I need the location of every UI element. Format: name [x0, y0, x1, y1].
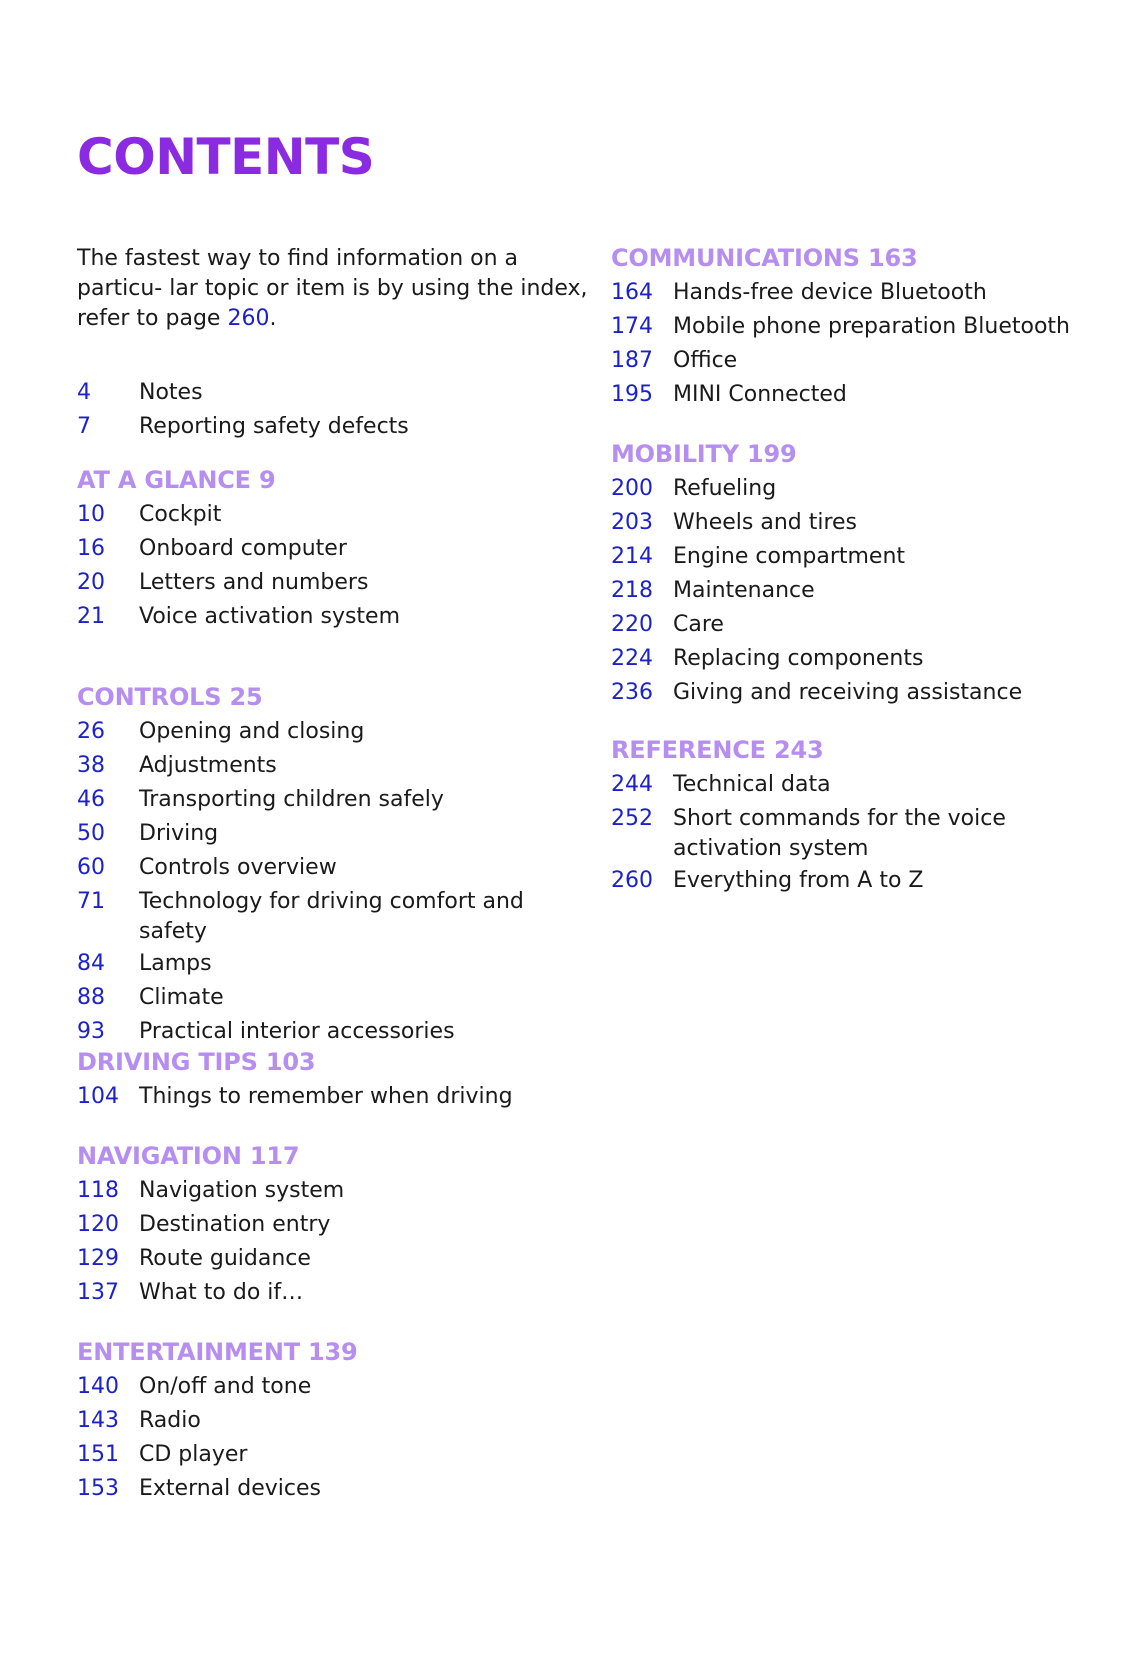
toc-page-number: 143 — [77, 1408, 119, 1433]
toc-entry[interactable] — [611, 378, 1121, 412]
toc-title: Care — [673, 612, 724, 637]
toc-title: Giving and receiving assistance — [673, 680, 1023, 705]
toc-title: Technical data — [673, 772, 831, 797]
section-driving-tips — [77, 1046, 597, 1114]
toc-entry[interactable] — [611, 310, 1121, 344]
toc-page-number: 38 — [77, 753, 105, 778]
toc-page-number: 84 — [77, 951, 105, 976]
toc-title: CD player — [139, 1442, 248, 1467]
section-controls — [77, 681, 597, 1049]
intro-text: The fastest way to find information on a particu- lar topic or item is by using the index, refer to page — [77, 246, 588, 331]
index-page-link[interactable]: 260 — [227, 306, 270, 331]
toc-title: External devices — [139, 1476, 321, 1501]
toc-page-number: 203 — [611, 510, 653, 535]
section-heading[interactable]: COMMUNICATIONS 163 — [611, 244, 918, 272]
toc-entry[interactable] — [611, 768, 1121, 802]
toc-page-number: 120 — [77, 1212, 119, 1237]
toc-title: Voice activation system — [139, 604, 401, 629]
toc-title: Mobile phone preparation Bluetooth — [673, 314, 1070, 339]
toc-page-number: 137 — [77, 1280, 119, 1305]
toc-entry[interactable] — [611, 540, 1121, 574]
toc-entry[interactable] — [77, 1276, 597, 1310]
section-heading[interactable]: CONTROLS 25 — [77, 683, 263, 711]
toc-title: Letters and numbers — [139, 570, 369, 595]
toc-page-number: 50 — [77, 821, 105, 846]
toc-page-number: 164 — [611, 280, 653, 305]
toc-title: Opening and closing — [139, 719, 365, 744]
section-at-a-glance — [77, 464, 597, 634]
toc-entry[interactable] — [77, 1208, 597, 1242]
toc-entry[interactable] — [77, 1015, 597, 1049]
toc-entry[interactable] — [77, 851, 597, 885]
toc-title: Practical interior accessories — [139, 1019, 455, 1044]
toc-entry[interactable] — [77, 1472, 597, 1506]
toc-title: Navigation system — [139, 1178, 345, 1203]
toc-entry[interactable] — [77, 715, 597, 749]
toc-page-number: 16 — [77, 536, 105, 561]
toc-entry[interactable] — [611, 802, 1121, 864]
toc-title: Lamps — [139, 951, 212, 976]
toc-title: Everything from A to Z — [673, 868, 924, 893]
toc-entry[interactable] — [77, 1174, 597, 1208]
toc-entry[interactable] — [77, 600, 597, 634]
toc-title: Destination entry — [139, 1212, 331, 1237]
toc-entry[interactable] — [77, 532, 597, 566]
toc-entry[interactable] — [611, 642, 1121, 676]
section-navigation — [77, 1140, 597, 1310]
toc-title: Short commands for the voice activation system — [673, 806, 1006, 861]
toc-page-number: 224 — [611, 646, 653, 671]
toc-entry[interactable] — [77, 1438, 597, 1472]
toc-page-number: 71 — [77, 889, 105, 914]
toc-entry[interactable] — [611, 506, 1121, 540]
toc-title: Controls overview — [139, 855, 337, 880]
toc-page-number: 140 — [77, 1374, 119, 1399]
toc-title: Things to remember when driving — [139, 1084, 513, 1109]
toc-page-number: 118 — [77, 1178, 119, 1203]
toc-page-number: 236 — [611, 680, 653, 705]
toc-page-number: 26 — [77, 719, 105, 744]
toc-entry[interactable] — [77, 783, 597, 817]
toc-entry[interactable] — [611, 864, 1121, 898]
toc-entry[interactable] — [611, 608, 1121, 642]
toc-page-number: 244 — [611, 772, 653, 797]
toc-title: Cockpit — [139, 502, 222, 527]
toc-title: Maintenance — [673, 578, 815, 603]
toc-page-number: 88 — [77, 985, 105, 1010]
toc-entry[interactable] — [77, 817, 597, 851]
toc-page-number: 174 — [611, 314, 653, 339]
toc-entry[interactable] — [77, 376, 597, 410]
toc-title: Radio — [139, 1408, 201, 1433]
preliminary-list — [77, 376, 597, 444]
toc-title: What to do if… — [139, 1280, 304, 1305]
section-heading[interactable]: NAVIGATION 117 — [77, 1142, 300, 1170]
toc-page-number: 46 — [77, 787, 105, 812]
toc-title: Office — [673, 348, 738, 373]
section-entertainment — [77, 1336, 597, 1506]
toc-entry[interactable] — [77, 1080, 597, 1114]
toc-entry[interactable] — [77, 947, 597, 981]
toc-page-number: 195 — [611, 382, 653, 407]
toc-page-number: 220 — [611, 612, 653, 637]
toc-page-number: 93 — [77, 1019, 105, 1044]
toc-page-number: 153 — [77, 1476, 119, 1501]
section-heading[interactable]: ENTERTAINMENT 139 — [77, 1338, 358, 1366]
section-heading[interactable]: REFERENCE 243 — [611, 736, 824, 764]
toc-page-number: 104 — [77, 1084, 119, 1109]
toc-page-number: 187 — [611, 348, 653, 373]
toc-entry[interactable] — [77, 410, 597, 444]
page-title: CONTENTS — [77, 128, 375, 186]
toc-title: Adjustments — [139, 753, 277, 778]
toc-page-number: 21 — [77, 604, 105, 629]
toc-title: Engine compartment — [673, 544, 906, 569]
toc-title: Climate — [139, 985, 224, 1010]
toc-page-number: 4 — [77, 380, 91, 405]
section-heading[interactable]: AT A GLANCE 9 — [77, 466, 276, 494]
toc-page-number: 214 — [611, 544, 653, 569]
section-heading[interactable]: DRIVING TIPS 103 — [77, 1048, 316, 1076]
toc-title: MINI Connected — [673, 382, 847, 407]
toc-title: Replacing components — [673, 646, 924, 671]
toc-page-number: 60 — [77, 855, 105, 880]
toc-title: Onboard computer — [139, 536, 347, 561]
toc-page-number: 151 — [77, 1442, 119, 1467]
section-mobility — [611, 438, 1121, 710]
toc-page-number: 252 — [611, 806, 653, 831]
intro-paragraph — [77, 244, 597, 334]
toc-entry[interactable] — [77, 981, 597, 1015]
toc-entry[interactable] — [611, 276, 1121, 310]
toc-entry[interactable] — [611, 574, 1121, 608]
toc-entry[interactable] — [77, 566, 597, 600]
toc-page-number: 260 — [611, 868, 653, 893]
toc-page-number: 129 — [77, 1246, 119, 1271]
toc-entry[interactable] — [77, 749, 597, 783]
toc-page-number: 7 — [77, 414, 91, 439]
toc-entry[interactable] — [611, 472, 1121, 506]
toc-page-number: 10 — [77, 502, 105, 527]
toc-entry[interactable] — [77, 1242, 597, 1276]
toc-entry[interactable] — [77, 498, 597, 532]
toc-title: Wheels and tires — [673, 510, 858, 535]
intro-end: . — [269, 306, 277, 331]
toc-entry[interactable] — [77, 1404, 597, 1438]
toc-title: On/off and tone — [139, 1374, 312, 1399]
toc-title: Refueling — [673, 476, 777, 501]
toc-title: Route guidance — [139, 1246, 311, 1271]
section-heading[interactable]: MOBILITY 199 — [611, 440, 797, 468]
toc-page-number: 20 — [77, 570, 105, 595]
toc-title: Reporting safety defects — [139, 414, 409, 439]
toc-title: Technology for driving comfort and safety — [139, 889, 524, 944]
section-reference — [611, 734, 1121, 898]
section-communications — [611, 242, 1121, 412]
toc-entry[interactable] — [77, 1370, 597, 1404]
toc-entry[interactable] — [77, 885, 597, 947]
toc-page-number: 200 — [611, 476, 653, 501]
toc-title: Transporting children safely — [139, 787, 444, 812]
toc-title: Driving — [139, 821, 219, 846]
toc-entry[interactable] — [611, 344, 1121, 378]
toc-title: Hands-free device Bluetooth — [673, 280, 987, 305]
toc-title: Notes — [139, 380, 203, 405]
toc-entry[interactable] — [611, 676, 1121, 710]
toc-page-number: 218 — [611, 578, 653, 603]
